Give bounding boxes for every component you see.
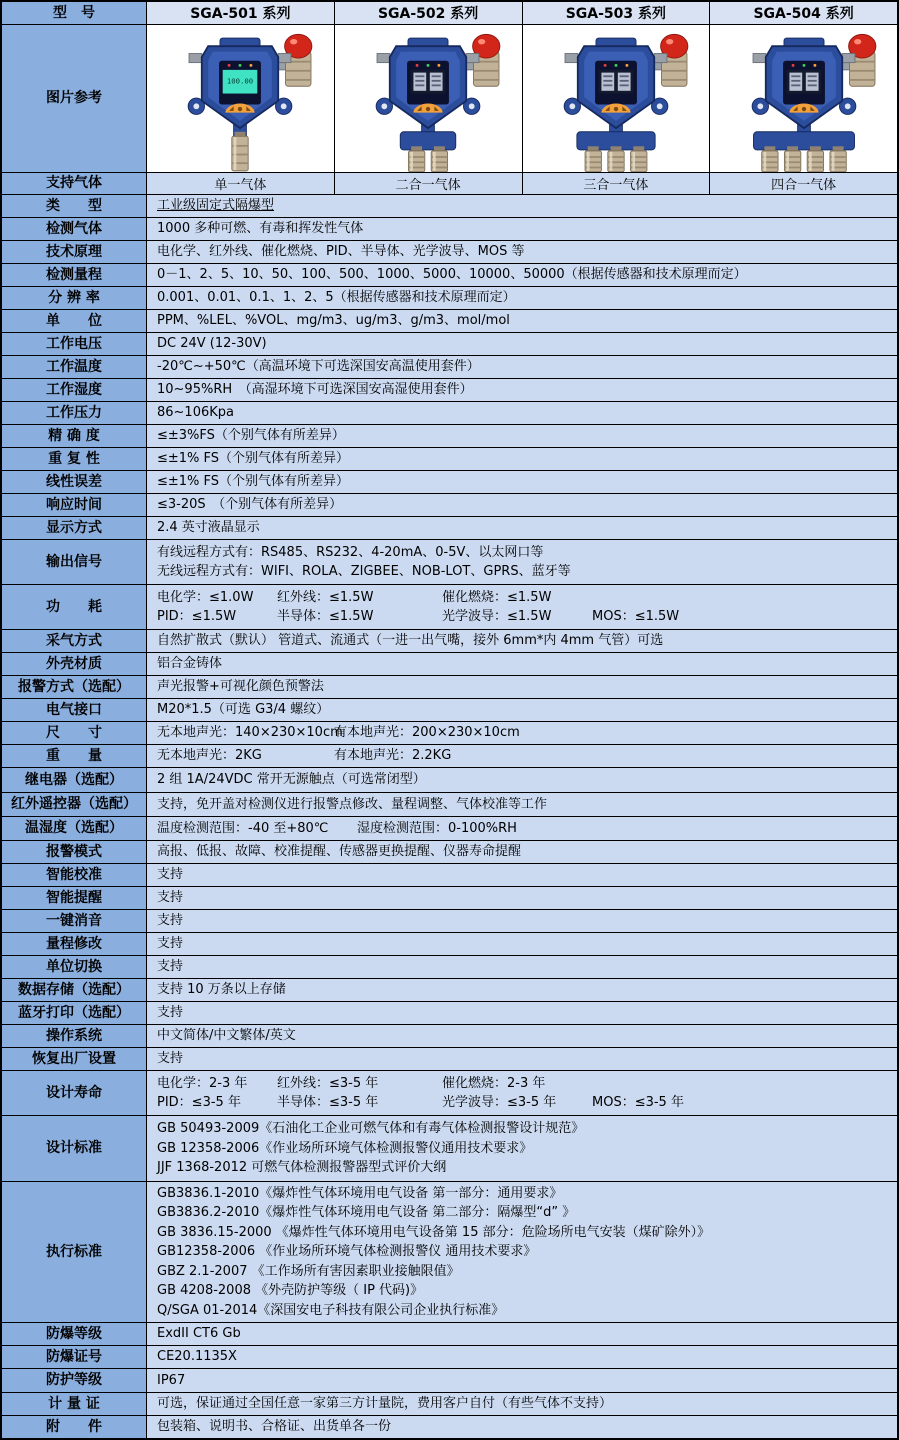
detector-illustration-sga-502 [337,26,519,172]
spec-row-value [147,287,897,309]
svg-text:100.00: 100.00 [227,76,254,86]
spec-row [2,979,897,1002]
spec-row-value [147,1025,897,1047]
value-line [157,196,887,216]
spec-row [2,1346,897,1369]
value-segment: PID：≤1.5W [157,609,237,624]
value-line [157,265,887,285]
spec-row-label: 工作压力 [2,402,147,424]
spec-row-label: 数据存储（选配） [2,979,147,1001]
spec-row-label: 单位切换 [2,956,147,978]
spec-row-value [147,1071,897,1115]
spec-row-value [147,933,897,955]
value-segment: 高报、低报、故障、校准提醒、传感器更换提醒、仪器寿命提醒 [157,844,522,860]
value-line [157,700,887,720]
gas-type-2: 二合一气体 [335,173,523,194]
value-segment: 声光报警+可视化颜色预警法 [157,679,324,695]
value-line [157,357,887,377]
spec-row [2,933,897,956]
spec-row-value [147,1369,897,1392]
value-segment: 2 组 1A/24VDC 常开无源触点（可选常闭型） [157,772,426,788]
spec-row-value [147,1346,897,1368]
value-segment: 支持 [157,1005,184,1021]
spec-row-value [147,540,897,584]
value-segment: 0－1、2、5、10、50、100、500、1000、5000、10000、50000（根据传感器和技术原理而定） [157,267,747,283]
value-line [157,1281,887,1301]
spec-row-label: 线性误差 [2,471,147,493]
spec-row-value [147,864,897,886]
spec-row-label: 报警方式（选配） [2,676,147,698]
spec-row-value [147,768,897,792]
value-segment: 10~95%RH （高湿环境下可选深国安高湿使用套件） [157,382,473,398]
value-segment: ≤±3%FS（个别气体有所差异） [157,428,345,444]
spec-row [2,817,897,841]
detector-image-sga-501 [147,25,335,172]
model-header-4: SGA-504 系列 [710,2,897,24]
spec-row-value [147,910,897,932]
value-segment: GB3836.2-2010《爆炸性气体环境用电气设备 第二部分：隔爆型“d” 》 [157,1205,576,1221]
spec-row-value [147,841,897,863]
value-line [157,1074,887,1094]
value-line [157,842,887,862]
value-segment: 支持 [157,959,184,975]
spec-row-label: 工作温度 [2,356,147,378]
spec-row-label: 防爆证号 [2,1346,147,1368]
spec-row [2,425,897,448]
spec-row [2,471,897,494]
value-segment: 中文简体/中文繁体/英文 [157,1028,296,1044]
spec-row-label: 显示方式 [2,517,147,539]
spec-row-label: 防爆等级 [2,1323,147,1345]
value-line [157,888,887,908]
spec-row [2,1369,897,1393]
spec-row-value [147,517,897,539]
spec-row-label: 执行标准 [2,1182,147,1322]
model-header-row [2,2,897,25]
value-segment: 0.001、0.01、0.1、1、2、5（根据传感器和技术原理而定） [157,290,516,306]
spec-row [2,585,897,630]
value-line [157,819,887,839]
value-segment: 湿度检测范围：0-100%RH [357,820,517,836]
gas-row [2,173,897,195]
value-segment: 支持 [157,867,184,883]
spec-row [2,1048,897,1071]
value-segment: GB 50493-2009《石油化工企业可燃气体和有毒气体检测报警设计规范》 [157,1121,585,1137]
spec-row [2,379,897,402]
spec-row [2,448,897,471]
value-segment: 光学波导：≤3-5 年 [442,1095,557,1110]
value-segment: 红外线：≤3-5 年 [277,1075,379,1091]
spec-row [2,864,897,887]
spec-row-label: 重 复 性 [2,448,147,470]
spec-row [2,768,897,793]
spec-row-value [147,494,897,516]
spec-row-label: 智能提醒 [2,887,147,909]
value-segment: PPM、%LEL、%VOL、mg/m3、ug/m3、g/m3、mol/mol [157,313,510,329]
value-line [157,677,887,697]
value-line [157,934,887,954]
spec-row [2,310,897,333]
gas-type-1: 单一气体 [147,173,335,194]
spec-row-value [147,956,897,978]
spec-row [2,287,897,310]
spec-row [2,793,897,817]
value-segment: 可选，保证通过全国任意一家第三方计量院，费用客户自付（有些气体不支持） [157,1396,613,1412]
spec-row-value [147,1323,897,1345]
image-columns [147,25,897,172]
value-line [157,518,887,538]
value-segment: ≤±1% FS（个别气体有所差异） [157,451,350,467]
value-segment: 支持 [157,1051,184,1067]
value-segment: 电化学：≤1.0W [157,589,254,605]
spec-row-value [147,1116,897,1181]
spec-row [2,402,897,425]
value-line [157,242,887,262]
value-segment: 支持 [157,936,184,952]
spec-row [2,1116,897,1182]
value-line [157,1262,887,1282]
spec-row-value [147,817,897,840]
value-segment: MOS：≤1.5W [592,609,680,624]
spec-row-label: 功 耗 [2,585,147,629]
spec-row [2,676,897,699]
spec-row-value [147,887,897,909]
spec-row-label: 类 型 [2,195,147,217]
spec-row-label: 工作电压 [2,333,147,355]
spec-row-value [147,745,897,767]
value-segment: 有本地声光：2.2KG [334,748,452,764]
value-line [157,495,887,515]
spec-row [2,241,897,264]
value-line [157,1139,887,1159]
value-segment: GBZ 2.1-2007 《工作场所有害因素职业接触限值》 [157,1263,460,1279]
value-segment: 有线远程方式有：RS485、RS232、4-20mA、0-5V、以太网口等 [157,544,544,560]
spec-row [2,653,897,676]
value-line [157,1371,887,1391]
value-segment: 催化燃烧：≤1.5W [442,589,552,605]
value-segment: 支持 10 万条以上存储 [157,982,286,998]
spec-row-value [147,1048,897,1070]
spec-row-label: 分 辨 率 [2,287,147,309]
spec-row-label: 响应时间 [2,494,147,516]
value-segment: M20*1.5（可选 G3/4 螺纹） [157,702,330,718]
value-line [157,1417,887,1437]
detector-image-sga-503 [523,25,711,172]
spec-row [2,540,897,585]
value-line [157,1301,887,1321]
spec-row-value [147,310,897,332]
value-segment: PID：≤3-5 年 [157,1095,241,1110]
spec-row-label: 量程修改 [2,933,147,955]
spec-row-label: 设计标准 [2,1116,147,1181]
spec-row-value [147,356,897,378]
value-line [157,1049,887,1069]
value-line [157,288,887,308]
model-columns [147,2,897,24]
spec-row-label: 恢复出厂设置 [2,1048,147,1070]
spec-row [2,1323,897,1346]
spec-row-value [147,402,897,424]
spec-row-value [147,630,897,652]
value-line [157,1347,887,1367]
spec-row [2,1182,897,1323]
value-line [157,449,887,469]
spec-row-label: 继电器（选配） [2,768,147,792]
value-line [157,1003,887,1023]
value-segment: 2.4 英寸液晶显示 [157,520,260,536]
spec-row-label: 防护等级 [2,1369,147,1392]
value-line [157,865,887,885]
value-line [157,746,887,766]
spec-row-label: 精 确 度 [2,425,147,447]
image-row [2,25,897,173]
spec-row-label: 检测量程 [2,264,147,286]
value-segment: JJF 1368-2012 可燃气体检测报警器型式评价大纲 [157,1160,447,1176]
value-line [157,1093,887,1113]
value-line [157,543,887,563]
value-segment: 无本地声光：2KG [157,748,262,764]
detector-illustration-sga-504 [713,26,895,172]
value-segment: 光学波导：≤1.5W [442,609,552,624]
value-line [157,911,887,931]
value-segment: GB 12358-2006《作业场所环境气体检测报警仪通用技术要求》 [157,1140,533,1156]
value-segment: CE20.1135X [157,1349,237,1365]
spec-row [2,356,897,379]
spec-row-label: 采气方式 [2,630,147,652]
value-segment: ExdII CT6 Gb [157,1326,241,1342]
detector-image-sga-502 [335,25,523,172]
spec-row [2,1393,897,1416]
value-segment: 支持 [157,890,184,906]
value-segment: -20℃~+50℃（高温环境下可选深国安高温使用套件） [157,359,480,375]
value-line [157,723,887,743]
spec-row-value [147,1182,897,1322]
spec-row [2,494,897,517]
value-line [157,1119,887,1139]
spec-row-label: 操作系统 [2,1025,147,1047]
value-line [157,654,887,674]
value-segment: 铝合金铸体 [157,656,223,672]
spec-row-value [147,448,897,470]
detector-image-sga-504 [710,25,897,172]
spec-row [2,1071,897,1116]
spec-row [2,1002,897,1025]
value-line [157,607,887,627]
value-segment: 有本地声光：200×230×10cm [334,725,520,741]
detector-illustration-sga-501 [149,26,331,172]
spec-row-label: 尺 寸 [2,722,147,744]
value-line [157,631,887,651]
spec-row-label: 蓝牙打印（选配） [2,1002,147,1024]
spec-row-label: 工作湿度 [2,379,147,401]
spec-row-value [147,195,897,217]
value-line [157,403,887,423]
spec-row-value [147,333,897,355]
spec-row-label: 智能校准 [2,864,147,886]
value-segment: 电化学：2-3 年 [157,1075,248,1091]
spec-row-label: 技术原理 [2,241,147,263]
value-segment: MOS：≤3-5 年 [592,1095,684,1110]
value-segment: 包装箱、说明书、合格证、出货单各一份 [157,1419,392,1435]
value-segment: IP67 [157,1372,186,1388]
detector-illustration-sga-503 [525,26,707,172]
value-segment: 86~106Kpa [157,405,234,421]
spec-row-value [147,471,897,493]
value-line [157,311,887,331]
gas-columns [147,173,897,194]
spec-row-label: 温湿度（选配） [2,817,147,840]
value-segment: 1000 多种可燃、有毒和挥发性气体 [157,221,364,237]
spec-row-value [147,425,897,447]
value-line [157,980,887,1000]
value-line [157,1394,887,1414]
spec-row-value [147,676,897,698]
spec-row [2,218,897,241]
spec-row [2,910,897,933]
spec-row-label: 一键消音 [2,910,147,932]
value-segment: GB 3836.15-2000 《爆炸性气体环境用电气设备第 15 部分：危险场所电气安装（煤矿除外）》 [157,1224,711,1240]
value-line [157,334,887,354]
value-line [157,380,887,400]
value-segment: 支持，免开盖对检测仪进行报警点修改、量程调整、气体校准等工作 [157,796,548,812]
spec-row-label: 红外遥控器（选配） [2,793,147,816]
value-segment: 半导体：≤3-5 年 [277,1095,379,1110]
value-segment: GB12358-2006 《作业场所环境气体检测报警仪 通用技术要求》 [157,1244,537,1260]
value-line [157,1026,887,1046]
spec-row [2,887,897,910]
spec-row [2,841,897,864]
spec-row-label: 检测气体 [2,218,147,240]
model-header-3: SGA-503 系列 [523,2,711,24]
gas-type-3: 三合一气体 [523,173,711,194]
value-line [157,588,887,608]
spec-row-label: 重 量 [2,745,147,767]
value-segment: ≤±1% FS（个别气体有所差异） [157,474,350,490]
value-segment: 催化燃烧：2-3 年 [442,1075,546,1091]
value-line [157,1324,887,1344]
value-segment: GB 4208-2008 《外壳防护等级（ IP 代码)》 [157,1283,424,1299]
spec-row [2,1416,897,1438]
spec-row [2,956,897,979]
spec-row [2,195,897,218]
spec-row-value [147,653,897,675]
value-segment: 红外线：≤1.5W [277,589,374,605]
spec-row [2,264,897,287]
value-line [157,426,887,446]
value-line [157,795,887,815]
spec-row-value [147,979,897,1001]
spec-row-label: 输出信号 [2,540,147,584]
spec-row-label: 计 量 证 [2,1393,147,1415]
value-segment: Q/SGA 01-2014《深国安电子科技有限公司企业执行标准》 [157,1302,505,1318]
row-label-model: 型 号 [2,2,147,24]
model-header-1: SGA-501 系列 [147,2,335,24]
spec-row-label: 单 位 [2,310,147,332]
value-line [157,219,887,239]
spec-row [2,630,897,653]
value-line [157,957,887,977]
value-line [157,1242,887,1262]
spec-row-label: 报警模式 [2,841,147,863]
spec-row-value [147,1002,897,1024]
value-line [157,472,887,492]
spec-row [2,333,897,356]
spec-row [2,699,897,722]
gas-type-4: 四合一气体 [710,173,897,194]
spec-row-value [147,793,897,816]
value-line [157,1223,887,1243]
value-line [157,1158,887,1178]
value-segment: 自然扩散式（默认） 管道式、流通式（一进一出气嘴，接外 6mm*内 4mm 气管）可选 [157,633,664,649]
spec-row-value [147,241,897,263]
spec-row-value [147,379,897,401]
value-line [157,1184,887,1204]
value-segment: 电化学、红外线、催化燃烧、PID、半导体、光学波导、MOS 等 [157,244,525,260]
spec-row [2,1025,897,1048]
value-segment: 工业级固定式隔爆型 [157,198,275,214]
value-segment: 支持 [157,913,184,929]
value-line [157,1203,887,1223]
row-label-image: 图片参考 [2,25,147,172]
value-segment: DC 24V (12-30V) [157,336,267,352]
spec-row-value [147,218,897,240]
value-segment: 无线远程方式有：WIFI、ROLA、ZIGBEE、NOB-LOT、GPRS、蓝牙等 [157,564,571,579]
spec-row-label: 设计寿命 [2,1071,147,1115]
value-line [157,770,887,790]
value-segment: 无本地声光：140×230×10cm [157,725,343,741]
spec-row-label: 外壳材质 [2,653,147,675]
value-segment: 半导体：≤1.5W [277,609,374,624]
spec-row-value [147,699,897,721]
value-line [157,562,887,582]
spec-row-value [147,722,897,744]
model-header-2: SGA-502 系列 [335,2,523,24]
spec-row [2,722,897,745]
spec-row-value [147,264,897,286]
spec-row-value [147,1416,897,1438]
row-label-gas: 支持气体 [2,173,147,194]
value-segment: 温度检测范围：-40 至+80℃ [157,820,329,836]
spec-row-label: 电气接口 [2,699,147,721]
spec-row-label: 附 件 [2,1416,147,1438]
value-segment: GB3836.1-2010《爆炸性气体环境用电气设备 第一部分：通用要求》 [157,1185,563,1201]
value-segment: ≤3-20S （个别气体有所差异） [157,497,343,513]
spec-row-value [147,1393,897,1415]
spec-row-value [147,585,897,629]
spec-row [2,745,897,768]
spec-row [2,517,897,540]
